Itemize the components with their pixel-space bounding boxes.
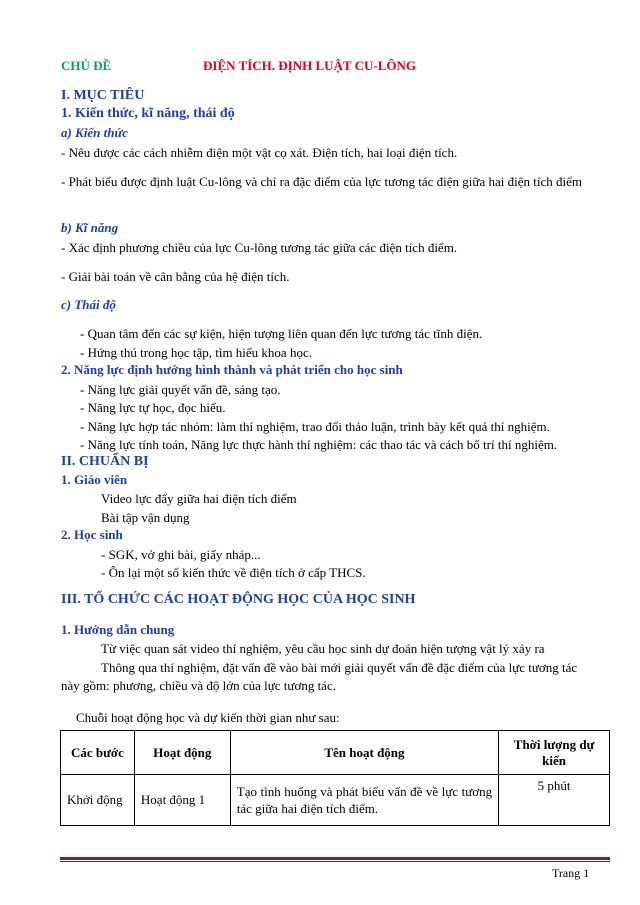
guide-line-1: Từ việc quan sát video thí nghiệm, yêu cầu học sinh dự đoán hiện tượng vật lý xảy ra [101, 641, 545, 656]
guide-heading: 1. Hướng dẫn chung [61, 622, 175, 637]
section-3-heading: III. TỔ CHỨC CÁC HOẠT ĐỘNG HỌC CỦA HỌC SINH [61, 592, 416, 607]
teacher-heading: 1. Giáo viên [61, 472, 128, 487]
section-1-heading: I. MỤC TIÊU [61, 88, 145, 103]
section-2-heading: II. CHUẨN BỊ [61, 454, 149, 469]
attitude-heading: c) Thái độ [61, 297, 116, 312]
table-cell-duration: 5 phút [499, 775, 610, 826]
competency-line-4: - Năng lực tính toán, Năng lực thực hành thí nghiệm: các thao tác và cách bố trí thí nghiệm. [80, 437, 558, 452]
knowledge-line-1: - Nêu được các cách nhiễm điện một vật cọ xát. Điện tích, hai loại điện tích. [61, 145, 458, 160]
competency-line-2: - Năng lực tự học, đọc hiểu. [80, 400, 226, 415]
skills-heading: b) Kĩ năng [61, 220, 119, 235]
table-header-steps: Các bước [61, 731, 135, 775]
competency-heading: 2. Năng lực định hướng hình thành và phát triển cho học sinh [61, 362, 403, 377]
table-cell-activity-name: Tạo tình huống và phát biểu vấn đề về lực tương tác giữa hai điện tích điểm. [230, 775, 498, 826]
guide-line-2: Thông qua thí nghiệm, đặt vấn đề vào bài mới giải quyết vấn đề đặc điểm của lực tương tác [101, 660, 578, 675]
guide-line-3: này gồm: phương, chiều và độ lớn của lực tương tác. [61, 678, 336, 693]
student-heading: 2. Học sinh [61, 527, 123, 542]
attitude-line-2: - Hứng thú trong học tập, tìm hiểu khoa học. [80, 345, 312, 360]
footer-divider-thin [60, 861, 610, 862]
student-line-1: - SGK, vở ghi bài, giấy nháp... [101, 547, 261, 562]
knowledge-line-2: - Phát biểu được định luật Cu-lông và chỉ ra đặc điểm của lực tương tác điện giữa hai điện tích điểm [61, 174, 582, 189]
table-intro: Chuỗi hoạt động học và dự kiến thời gian như sau: [76, 710, 340, 725]
section-1-sub1: 1. Kiến thức, kĩ năng, thái độ [61, 106, 235, 121]
table-header-activity-name: Tên hoạt động [230, 731, 498, 775]
table-cell-activity: Hoạt động 1 [134, 775, 230, 826]
table-header-duration: Thời lượng dự kiến [499, 731, 610, 775]
table-row [61, 775, 610, 826]
attitude-line-1: - Quan tâm đến các sự kiện, hiện tượng liên quan đến lực tương tác tĩnh điện. [80, 326, 483, 341]
table-cell-step: Khởi động [61, 775, 135, 826]
teacher-line-2: Bài tập vận dụng [101, 510, 190, 525]
topic-title: ĐIỆN TÍCH. ĐỊNH LUẬT CU-LÔNG [203, 58, 416, 73]
knowledge-heading: a) Kiến thức [61, 125, 129, 140]
table-header-activity: Hoạt động [134, 731, 230, 775]
activity-table [60, 730, 610, 826]
competency-line-1: - Năng lực giải quyết vấn đề, sáng tạo. [80, 382, 281, 397]
page-number: Trang 1 [552, 866, 590, 880]
teacher-line-1: Video lực đẩy giữa hai điện tích điểm [101, 491, 297, 506]
footer-divider-thick [60, 857, 610, 860]
table-header-row [61, 731, 610, 775]
skills-line-1: - Xác định phương chiều của lực Cu-lông tương tác giữa các điện tích điểm. [61, 240, 458, 255]
topic-label: CHỦ ĐỀ [61, 58, 112, 73]
competency-line-3: - Năng lực hợp tác nhóm: làm thí nghiệm, trao đổi thảo luận, trình bày kết quả thí nghiệm. [80, 419, 550, 434]
skills-line-2: - Giải bài toán về cân bằng của hệ điện tích. [61, 269, 290, 284]
student-line-2: - Ôn lại một số kiến thức về điện tích ở cấp THCS. [101, 565, 366, 580]
